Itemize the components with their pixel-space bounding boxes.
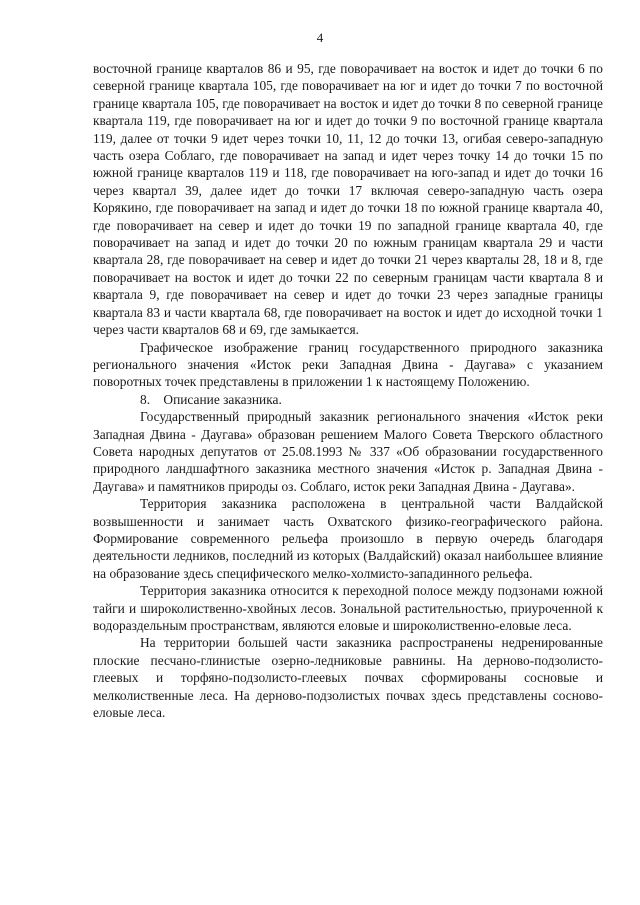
page-number: 4: [316, 30, 324, 45]
paragraph-vegetation-zone: Территория заказника относится к переходной полосе между подзонами южной тайги и широколиственно-хвойных лесов. Зональной растительностью, приуроченной к водораздельным пространствам, являются еловые и широколиственно-еловые леса.: [93, 583, 603, 633]
document-body: [93, 60, 603, 721]
paragraph-establishment: Государственный природный заказник регионального значения «Исток реки Западная Двина - Даугава» образован решением Малого Совета Тверского областного Совета народных депутатов от 25.08.1993 № 337 «Об образовании государственного природного ландшафтного заказника местного значения «Исток р. Западная Двина - Даугава» и памятников природы оз. Соблаго, исток реки Западная Двина - Даугава».: [93, 409, 603, 494]
paragraph-graphic-image: Графическое изображение границ государственного природного заказника регионального значения «Исток реки Западная Двина - Даугава» с указанием поворотных точек представлены в приложении 1 к настоящему Положению.: [93, 339, 603, 390]
paragraph-location-relief: Территория заказника расположена в центральной части Валдайской возвышенности и занимает часть Охватского физико-географического района. Формирование современного рельефа произошло в первую очередь благодаря деятельности ледников, последний из которых (Валдайский) оказал наибольшее влияние на образование здесь специфического мелко-холмисто-западинного рельефа.: [93, 496, 603, 581]
paragraph-soils-forests: На территории большей части заказника распространены недренированные плоские песчано-глинистые озерно-ледниковые равнины. На дерново-подзолисто-глеевых и торфяно-подзолисто-глеевых почвах сформированы сосновые и мелколиственные леса. На дерново-подзолистых почвах здесь представлены сосново-еловые леса.: [93, 635, 603, 721]
section-heading-description: 8. Описание заказника.: [140, 391, 282, 407]
paragraph-boundary-description: восточной границе кварталов 86 и 95, где поворачивает на восток и идет до точки 6 по северной границе квартала 105, где поворачивает на юг и идет до точки 7 по восточной границе квартала 105, где поворачивает на восток и идет до точки 8 по северной границе квартала 119, где поворачивает на юг и идет до точки 9 по восточной границе квартала 119, далее от точки 9 идет через точки 10, 11, 12 до точки 13, огибая северо-западную часть озера Соблаго, где поворачивает на запад и идет через точку 14 до точки 15 по южной границе кварталов 119 и 118, где поворачивает на юго-запад и идет до точки 16 через квартал 39, далее идет до точки 17 включая северо-западную часть озера Корякино, где поворачивает на запад и идет до точки 18 по южной границе квартала 40, где поворачивает на север и идет до точки 19 по западной границе квартала 40, где поворачивает на запад и идет до точки 20 по южным границам квартала 29 и части квартала 28, где поворачивает на север и идет до точки 21 через кварталы 28, 18 и 8, где поворачивает на восток и идет до точки 22 по северным границам части квартала 8 и квартала 9, где поворачивает на север и идет до точки 23 через западные границы квартала 83 и части квартала 68, где поворачивает на восток и идет до исходной точки 1 через части кварталов 68 и 69, где замыкается.: [93, 61, 603, 338]
